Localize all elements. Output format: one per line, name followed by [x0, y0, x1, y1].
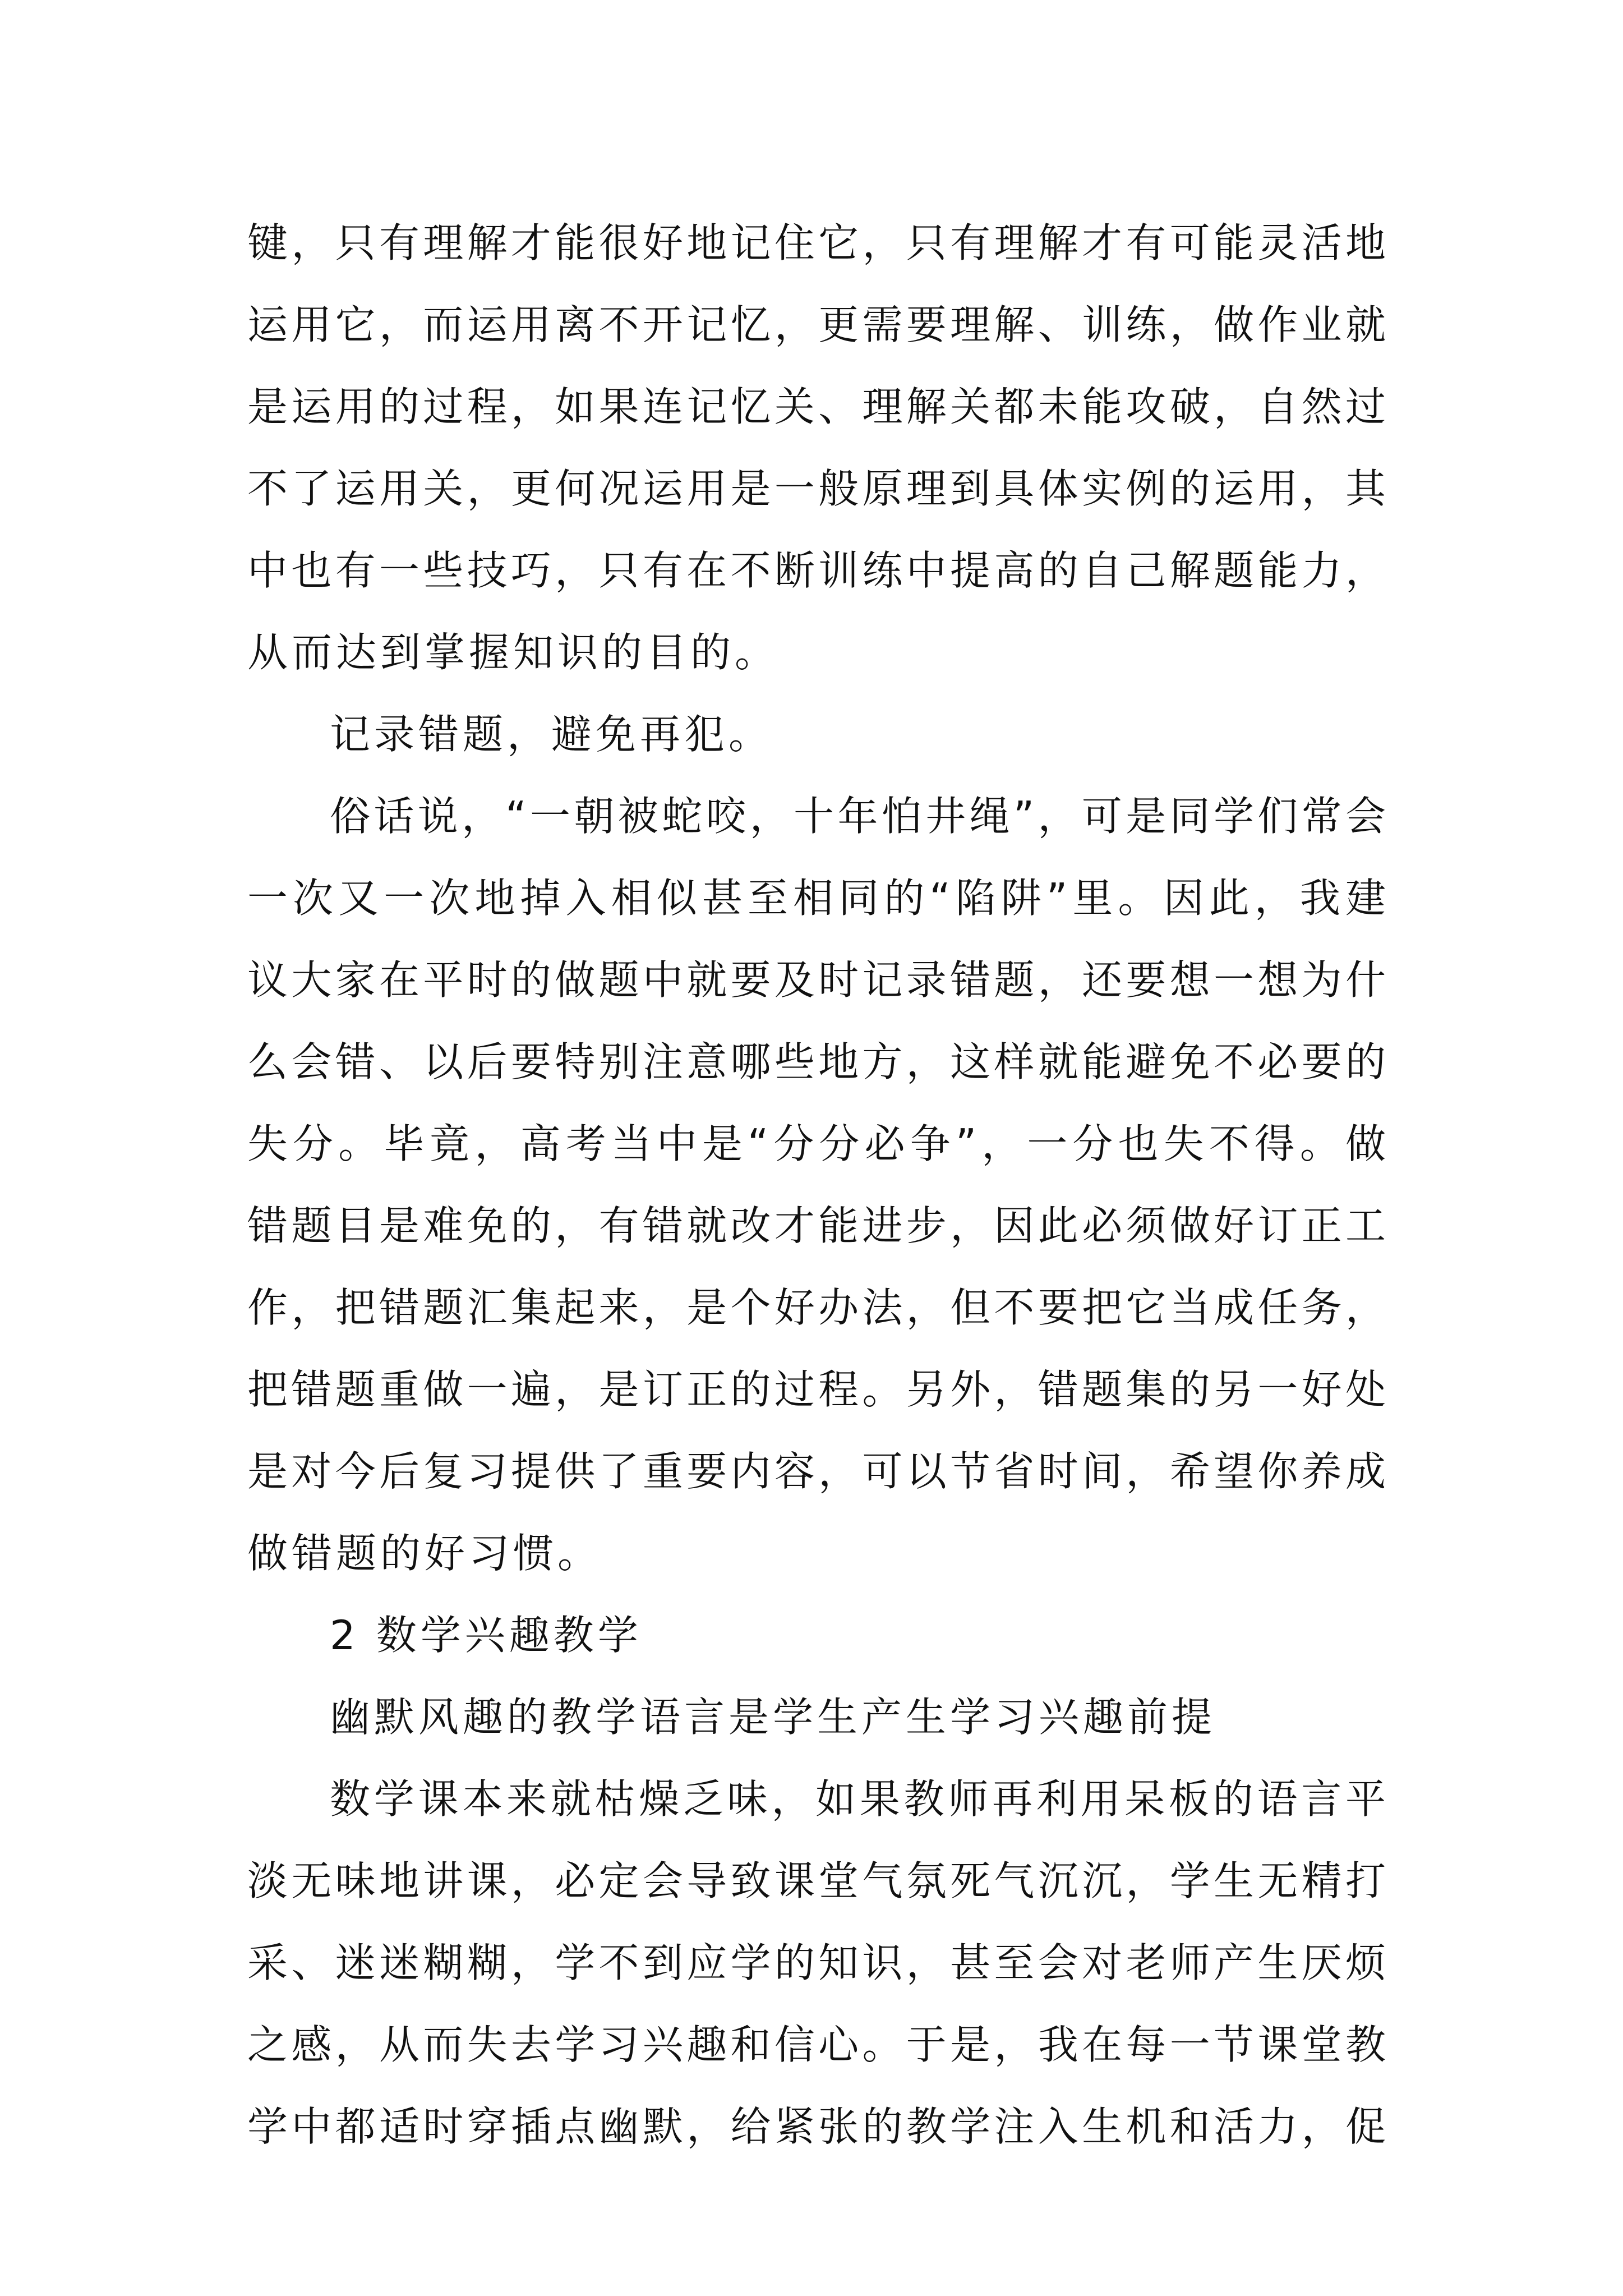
text-line: 么会错、以后要特别注意哪些地方，这样就能避免不必要的	[247, 1038, 1386, 1085]
text-line: 作，把错题汇集起来，是个好办法，但不要把它当成任务，	[247, 1284, 1386, 1331]
text-line: 做错题的好习惯。	[247, 1530, 602, 1577]
text-line: 数学课本来就枯燥乏味，如果教师再利用呆板的语言平	[330, 1775, 1386, 1823]
text-line: 键，只有理解才能很好地记住它，只有理解才有可能灵活地	[247, 219, 1386, 266]
text-line: 错题目是难免的，有错就改才能进步，因此必须做好订正工	[247, 1202, 1386, 1249]
text-line: 淡无味地讲课，必定会导致课堂气氛死气沉沉，学生无精打	[247, 1857, 1386, 1904]
text-line: 采、迷迷糊糊，学不到应学的知识，甚至会对老师产生厌烦	[247, 1939, 1386, 1986]
text-line: 2 数学兴趣教学	[330, 1612, 642, 1659]
text-line: 是对今后复习提供了重要内容，可以节省时间，希望你养成	[247, 1448, 1386, 1495]
text-line: 不了运用关，更何况运用是一般原理到具体实例的运用，其	[247, 465, 1386, 512]
text-line: 学中都适时穿插点幽默，给紧张的教学注入生机和活力，促	[247, 2103, 1386, 2150]
text-line: 从而达到掌握知识的目的。	[247, 629, 780, 676]
text-line: 一次又一次地掉入相似甚至相同的“陷阱”里。因此，我建	[247, 875, 1386, 922]
text-line: 把错题重做一遍，是订正的过程。另外，错题集的另一好处	[247, 1366, 1386, 1413]
text-line: 是运用的过程，如果连记忆关、理解关都未能攻破，自然过	[247, 383, 1386, 430]
text-line: 之感，从而失去学习兴趣和信心。于是，我在每一节课堂教	[247, 2021, 1386, 2068]
body-text	[247, 202, 1386, 2168]
text-line: 议大家在平时的做题中就要及时记录错题，还要想一想为什	[247, 956, 1386, 1004]
text-line: 记录错题，避免再犯。	[330, 711, 773, 758]
text-line: 运用它，而运用离不开记忆，更需要理解、训练，做作业就	[247, 301, 1386, 348]
text-line: 失分。毕竟，高考当中是“分分必争”，一分也失不得。做	[247, 1120, 1386, 1167]
text-line: 中也有一些技巧，只有在不断训练中提高的自己解题能力，	[247, 547, 1386, 594]
text-line: 俗话说，“一朝被蛇咬，十年怕井绳”，可是同学们常会	[330, 793, 1386, 840]
text-line: 幽默风趣的教学语言是学生产生学习兴趣前提	[330, 1694, 1216, 1741]
